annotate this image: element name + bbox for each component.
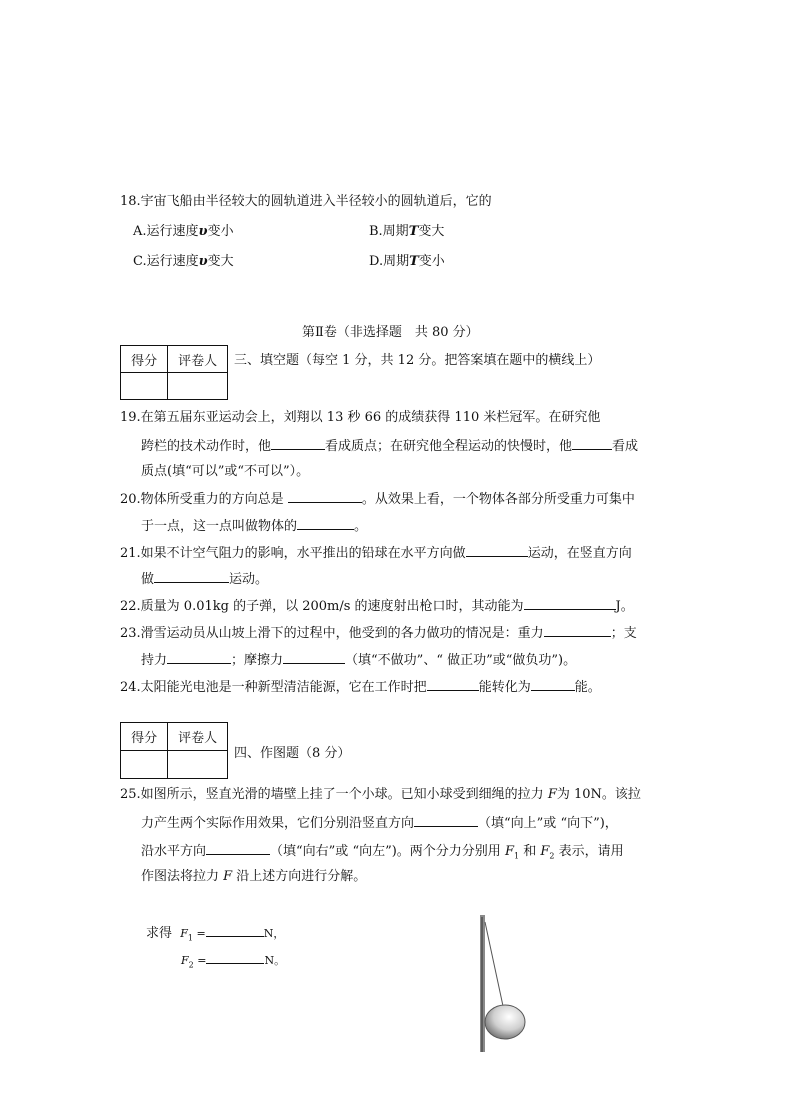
q25-line4: 作图法将拉力 F 沿上述方向进行分解。	[141, 869, 367, 884]
q20-blank-1[interactable]	[288, 490, 362, 503]
score-cell	[121, 751, 168, 779]
q21-line1: 21.如果不计空气阻力的影响，水平推出的铅球在水平方向做 运动，在竖直方向	[120, 546, 632, 561]
q18-option-c: C.运行速度υ变大	[133, 254, 234, 269]
q19-line1: 19.在第五届东亚运动会上，刘翔以 13 秒 66 的成绩获得 110 米栏冠军。在研究他	[120, 410, 601, 425]
q24-blank-1[interactable]	[427, 678, 479, 691]
part2-title: 第Ⅱ卷（非选择题 共 80 分）	[302, 325, 479, 340]
ball	[485, 1005, 525, 1039]
grader-label: 评卷人	[168, 346, 228, 373]
q20-line2: 于一点，这一点叫做物体的 。	[141, 519, 368, 534]
score-box-section4	[120, 722, 228, 779]
score-label: 得分	[121, 346, 168, 373]
q19-line2: 跨栏的技术动作时，他 看成质点；在研究他全程运动的快慢时，他 看成	[141, 439, 639, 454]
section4-heading: 四、作图题（8 分）	[234, 746, 351, 761]
q21-blank-1[interactable]	[466, 544, 528, 557]
q24-line: 24.太阳能光电池是一种新型清洁能源，它在工作时把 能转化为 能。	[120, 680, 601, 695]
q23-blank-3[interactable]	[283, 651, 345, 664]
q23-blank-1[interactable]	[544, 624, 611, 637]
q21-line2: 做 运动。	[141, 572, 269, 587]
grader-cell	[168, 751, 228, 779]
string	[485, 922, 503, 1006]
q18-option-a: A.运行速度υ变小	[133, 224, 234, 239]
answer-f1-blank[interactable]	[206, 924, 264, 937]
q20-line1: 20.物体所受重力的方向总是 。从效果上看，一个物体各部分所受重力可集中	[120, 492, 635, 507]
q24-blank-2[interactable]	[531, 678, 575, 691]
section3-heading: 三、填空题（每空 1 分，共 12 分。把答案填在题中的横线上）	[234, 353, 601, 368]
q23-line2: 持力 ；摩擦力 （填“不做功”、“ 做正功”或“做负功”)。	[141, 653, 577, 668]
q25-blank-2[interactable]	[206, 842, 270, 855]
q22-line: 22.质量为 0.01kg 的子弹，以 200m/s 的速度射出枪口时，其动能为 J。	[120, 599, 634, 614]
q19-line3: 质点(填“可以”或“不可以”）。	[141, 464, 310, 479]
q20-blank-2[interactable]	[297, 517, 354, 530]
q25-line2: 力产生两个实际作用效果，它们分别沿竖直方向 （填“向上”或 “向下”)，	[141, 816, 618, 831]
score-label: 得分	[121, 723, 168, 751]
q25-line1: 25.如图所示，竖直光滑的墙壁上挂了一个小球。已知小球受到细绳的拉力 F为 10N。该拉	[120, 787, 641, 802]
q19-blank-1[interactable]	[271, 437, 325, 450]
answer-f2: $F_2 = N$。	[181, 951, 285, 974]
q19-blank-2[interactable]	[572, 437, 612, 450]
q22-blank[interactable]	[524, 597, 616, 610]
answer-f2-blank[interactable]	[206, 951, 264, 964]
score-cell	[121, 373, 168, 400]
q18-option-d: D.周期T变小	[369, 254, 445, 269]
q25-blank-1[interactable]	[414, 814, 478, 827]
q18-option-b: B.周期T变大	[369, 224, 445, 239]
grader-cell	[168, 373, 228, 400]
wall-ball-figure	[470, 910, 540, 1055]
answer-f1: 求得 $F_1 = N$，	[146, 926, 285, 943]
q25-line3: 沿水平方向 （填“向右”或 “向左”)。两个分力分别用 $F_1$ 和 $F_2$ 表示，请用	[141, 844, 624, 861]
q21-blank-2[interactable]	[154, 570, 229, 583]
score-box-section3	[120, 345, 228, 400]
grader-label: 评卷人	[168, 723, 228, 751]
q18-stem: 18.宇宙飞船由半径较大的圆轨道进入半径较小的圆轨道后，它的	[120, 194, 492, 209]
q23-line1: 23.滑雪运动员从山坡上滑下的过程中，他受到的各力做功的情况是：重力 ；支	[120, 626, 637, 641]
q23-blank-2[interactable]	[167, 651, 231, 664]
